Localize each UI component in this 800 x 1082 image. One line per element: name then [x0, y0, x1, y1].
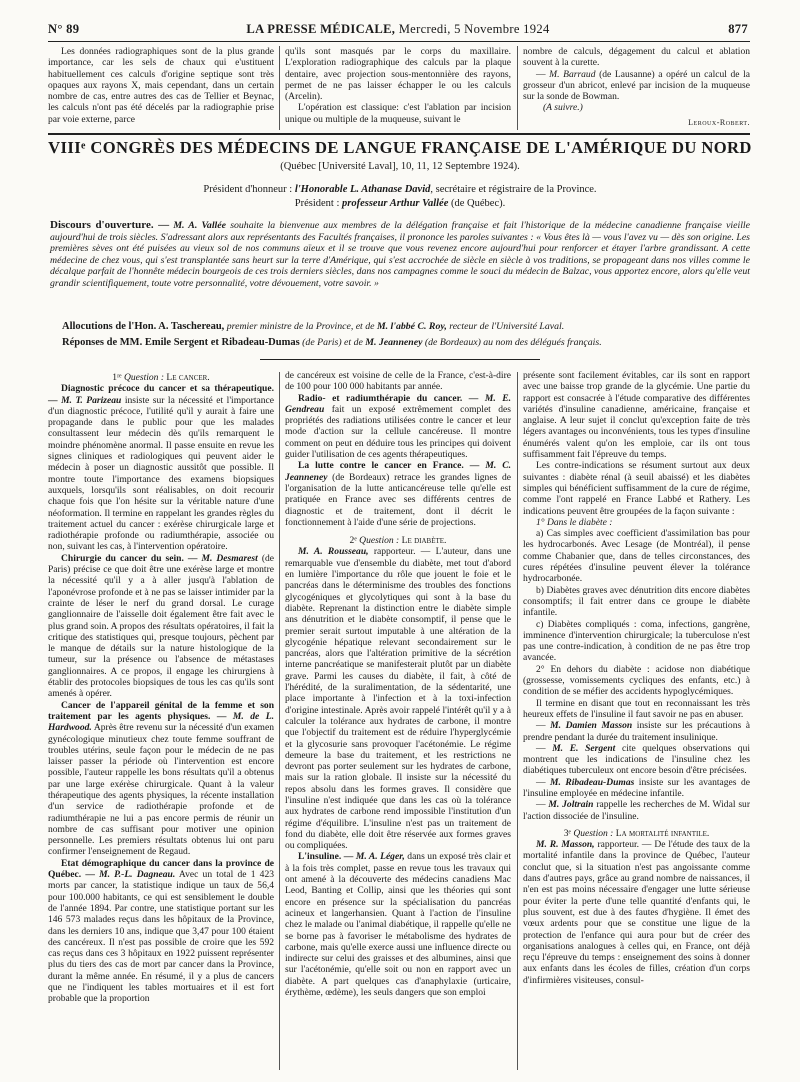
- top-col3-paragraph: — M. Barraud (de Lausanne) a opéré un calcul de la grosseur d'un abricot, enlevé par incision de la muqueuse sur la sonde de Bowman.: [523, 68, 751, 103]
- masson-note: — M. Damien Masson insiste sur les précautions à prendre pendant la durée du traitement insulinique.: [523, 720, 751, 743]
- insulin-report: L'insuline. — M. A. Léger, dans un exposé très clair et à la fois très complet, passe en revue tous les travaux qui ont amené à la découverte des médecins canadiens Mac Leod, Banting et Collip, ainsi que les théories qui sont encore en présence sur la spécialisation du pancréas acineux et langerhansien. Quant à l'action de l'insuline chez le malade ou l'animal diabétique, il rappelle qu'elle ne se borne pas à favoriser le métabolisme des hydrates de carbone, mais qu'elle exerce aussi une influence directe ou indirecte sur celui des graisses et des albumines, ainsi que sur l'acétonémie, qu'elle soit ou non en rapport avec un diabète. A part quelques cas d'anaphylaxie (urticaire, érythème, œdème), les seuls dangers que son emploi: [285, 851, 512, 999]
- top-col2-text-2: L'opération est classique: c'est l'ablation par incision unique ou multiple de la muqueuse, suivant le: [285, 102, 511, 125]
- to-be-continued: (A suivre.): [543, 102, 583, 114]
- top-col3-text: nombre de calculs, dégagement du calcul et ablation souvent à la curette.: [523, 46, 750, 69]
- top-column-1: [48, 46, 274, 125]
- addresses: Allocutions de l'Hon. A. Taschereau, premier ministre de la Province, et de M. l'abbé C. Roy, recteur de l'Université Laval.: [62, 321, 565, 332]
- page-number: 877: [728, 22, 748, 36]
- journal-title: LA PRESSE MÉDICALE, Mercredi, 5 Novembre 1924: [246, 22, 550, 36]
- ribadeau-note: — M. Ribadeau-Dumas insiste sur les avantages de l'insuline employée en médecine infantile.: [523, 776, 750, 799]
- genital-cancer: Cancer de l'appareil génital de la femme et son traitement par les agents physiques. — M. de L. Hardwood. Après être revenu sur la nécessité d'un examen gynécologique minutieux chez toute femme souffrant de troubles utérins, seule façon pour le médecin de ne pas laisser passer la période où l'intervention est encore possible, l'auteur rappelle les bons résultats qu'il a obtenus par une large exérèse chirurgicale. Quant à la valeur thérapeutique des agents physiques, la récente installation d'un service de radiothérapie profonde et de radiumthérapie ne lui a pas encore permis de réunir un nombre de cas suffisant pour motiver une opinion personnelle. Les premiers résultats obtenus lui ont paru confirmer l'enseignement de Regaud.: [48, 699, 274, 858]
- issue-number: N° 89: [48, 22, 80, 36]
- diabetes-report: M. A. Rousseau, rapporteur. — L'auteur, dans une remarquable vue d'ensemble du diabète, met tout d'abord en lumière l'importance du rôle que jouent le foie et le pancréas dans le déterminisme des troubles des fonctions glycogéniques et glycolytiques qui sont à la base du diabète. Reprenant la distinction entre le diabète simple ans dénutrition et le diabète consomptif, il pense que le premier serait surtout imputable à une altération de la glycogénie hépatique relevant secondairement sur le pancréas, alors que l'altération primitive de la sécrétion interne pancréatique se manifesterait plutôt par un diabète grave. Parmi les causes du diabète, il fait, à côté de l'hérédité, de la suralimentation, de la sédentarité, une place importante à l'infection et à la toxi-infection d'origine intestinale. Après avoir rappelé l'intérêt qu'il y a à calculer la tolérance aux hydrates de carbone, il montre que l'objectif du traitement est de réduire l'hyperglycémie et la glycosurie sans provoquer l'acétonémie. Le régime demeure la base du traitement, et les restrictions ne devront pas porter seulement sur les hydrates de carbone, mais sur la ration globale. Il insiste sur la nécessité du repos absolu dans les formes graves. Il considère que l'insuline n'est indiquée que dans les cas où la tolérance aux hydrates de carbone rend impossible l'institution d'un régime d'équilibre. L'insuline n'est pas un traitement de fond du diabète, elle doit être réservée aux formes graves ou compliquées.: [285, 546, 511, 852]
- president: Président : professeur Arthur Vallée (de Québec).: [294, 198, 506, 209]
- signature: Leroux-Robert.: [688, 117, 750, 127]
- cancer-early-diagnosis: Diagnostic précoce du cancer et sa thérapeutique. — M. T. Parizeau insiste sur la nécessité et l'importance d'un diagnostic précoce, l'utilité qu'il y aurait à faire une propagande dans le public pour que les malades consultassent leur médecin dès qu'ils remarquent le moindre phénomène anormal. Il passe ensuite en revue les signes cliniques et radiologiques qui peuvent aider le médecin à poser un diagnostic aussitôt que possible. Il montre toute l'importance des examens biopsiques auxquels, lorsqu'ils sont réalisables, on doit recourir chaque fois que l'on hésite sur la véritable nature d'une néoformation. Il termine en rappelant les grandes règles du traitement actuel du cancer : exérèse chirurgicale large et radiothérapie profonde ou radiumthérapie, associée ou non, suivant les cas, à l'intervention opératoire.: [48, 383, 274, 553]
- header-rule: [48, 41, 750, 42]
- column-divider: [279, 46, 280, 130]
- joltrain-note: — M. Joltrain rappelle les recherches de M. Widal sur l'action dissociée de l'insuline.: [523, 799, 750, 822]
- question-2-heading: 2ᵉ Question : Le diabète.: [349, 535, 447, 547]
- congress-subtitle: (Québec [Université Laval], 10, 11, 12 Septembre 1924).: [280, 161, 520, 172]
- cancer-fight-france: La lutte contre le cancer en France. — M. C. Jeanneney (de Bordeaux) retrace les grandes lignes de l'organisation de la lutte anticancéreuse telle qu'elle est pratiquée en France avec ses différents centres de diagnostic et de traitement, dont il décrit le fonctionnement à l'aide d'une série de projections.: [285, 460, 511, 528]
- opening-speech-label: Discours d'ouverture. —: [50, 219, 170, 231]
- responses: Réponses de MM. Emile Sergent et Ribadeau-Dumas (de Paris) et de M. Jeanneney (de Bordeaux) au nom des délégués français.: [62, 337, 602, 348]
- running-header: [48, 22, 748, 40]
- column-1: [48, 372, 274, 1005]
- radiotherapy: Radio- et radiumthérapie du cancer. — M. E. Gendreau fait un exposé extrêmement complet des propriétés des radiations utilisées contre le cancer et leur mode d'action sur la cellule cancéreuse. Il montre comment on peut en déduire tous les principes qui doivent guider l'utilisation de ces agents thérapeutiques.: [285, 392, 512, 461]
- column-divider: [517, 46, 518, 130]
- honorary-president: Président d'honneur : l'Honorable L. Athanase David, secrétaire et régistraire de la Province.: [203, 184, 597, 195]
- column-divider: [517, 372, 518, 1070]
- col2-continuation: de cancéreux est voisine de celle de la France, c'est-à-dire de 100 pour 100 000 habitants par année.: [285, 370, 511, 393]
- top-col2-text: qu'ils sont masqués par le corps du maxillaire. L'exploration radiographique des calculs par la plaque dentaire, avec projection sous-mentonnière des rayons, permet de ne pas laisser échapper le ou les calculs (Arcelin).: [285, 46, 511, 103]
- congress-title: VIIIᵉ CONGRÈS DES MÉDECINS DE LANGUE FRANÇAISE DE L'AMÉRIQUE DU NORD: [48, 138, 752, 157]
- top-column-2: [285, 46, 511, 125]
- short-rule: [260, 359, 540, 360]
- opening-speech-text: souhaite la bienvenue aux membres de la délégation française et fait l'historique de la médecine canadienne française vieille aujourd'hui de trois siècles. S'adressant alors aux représentants des Facultés françaises, il prononce les paroles suivantes : « Vous êtes là — vous l'avez vu — dès son origine. Les premières sèves ont été puisées au vieux sol de nos communs aïeux et il se trouve que vous revenez encore aujourd'hui pour renforcer et étayer l'arbre grandissant. A cette médecine de chez vous, qui s'est transplantée sans heurt sur la terre d'Amérique, qui s'est accrochée de siècle en siècle à vos traditions, se propageant dans nos villes comme le décalque parfait de l'honnête médecin bourgeois de ces trois derniers siècles, dans nos campagnes comme le souci du médecin de Balzac, vous apportez encore, alors qu'elle veut grandir scientifiquement, toute votre personnalité, votre dévouement, votre savoir. »: [50, 220, 751, 289]
- sergent-note: — M. E. Sergent cite quelques observations qui montrent que les indications de l'insuline chez les diabétiques tuberculeux ont encore besoin d'être précisées.: [523, 742, 751, 777]
- top-column-3: [523, 46, 750, 128]
- author-barraud: M. Barraud: [549, 68, 596, 80]
- question-3-heading: 3ᵉ Question : La mortalité infantile.: [563, 827, 710, 839]
- column-2: [285, 370, 511, 998]
- infant-mortality-report: M. R. Masson, rapporteur. — De l'étude des taux de la mortalité infantile dans la province de Québec, l'auteur conclut que, si la situation n'est pas angoissante comme dans d'autres pays, grâce au grand nombre de naissances, il n'en est pas moins nécessaire d'engager une lutte sérieuse pour éviter la perte d'une telle quantité d'enfants qui, le plus souvent, est due à des fautes d'hygiène. Il émet des vœux ardents pour que se constitue une ligue de la protection de l'enfance qui aura pour but de créer des organisations analogues à celles qui, en France, ont déjà reçu l'épreuve du temps : enseignement des soins à donner aux enfants dans les écoles de filles, création d'un corps d'infirmières visiteuses, consul-: [523, 839, 750, 986]
- col3-continuation: présente sont facilement évitables, car ils sont en rapport avec une baisse trop grande de la glycémie. Une partie du rapport est consacrée à l'étude comparative des différentes variétés d'insuline canadienne, américaine, française et anglaise. A leur sujet il conclut qu'exception faite de très légers avantages ou inconvénients, tous les types d'insuline énumérés valent qu'on les emploie, car ils ont tous suffisamment fait l'épreuve du temps.: [523, 370, 750, 461]
- question-1-heading: 1ʳᵉ Question : Le cancer.: [112, 372, 210, 383]
- section-rule: [48, 133, 750, 135]
- top-col1-text: Les données radiographiques sont de la plus grande importance, car les sels de chaux qui e'ustituent habituellement ces calculs d'origine septique sont très opaques aux rayons X, mais cependant, dans un certain nombre de cas, entre autres des cas de Tellier et Beynac, les calculs n'ont pas été décelés par la radiographie prise par voie externe, parce: [48, 46, 274, 125]
- author-vallee: M. A. Vallée: [173, 220, 226, 231]
- breast-cancer-surgery: Chirurgie du cancer du sein. — M. Desmarest (de Paris) précise ce que doit être une exérèse large et montre la nécessité qu'il y a à aller jusqu'à l'ablation de l'aponévrose profonde et à ne pas se laisser intimider par la crainte de léser le nerf du grand dorsal. Le curage ganglionnaire de l'aisselle doit également être fait avec le plus grand soin. A propos des résultats opératoires, il fait la critique des statistiques qui, presque toujours, pèchent par le manque de détails sur la nature histologique de la tumeur, sur la présence ou l'absence de métastases ganglionnaires. A ce propos, il engage les chirurgiens à établir des protocoles biopsiques de tous les cas qu'ils sont amenés à opérer.: [48, 552, 275, 700]
- column-3: présente sont facilement évitables, car ils sont en rapport avec une baisse trop grande de la glycémie. Une partie du rapport est consacrée à l'étude comparative des différentes variétés d'insuline canadienne, américaine, française et anglaise. A leur sujet il conclut qu'exception faite de très légers avantages ou inconvénients, tous les types d'insuline énumérés valent qu'on les emploie, car ils ont tous suffisamment fait l'épreuve du temps. Les contre-indications se résument surtout aux deux suivantes : diabète rénal (à seuil abaissé) et les diabètes simples qui bénéficient suffisamment de la cure de régime, comme l'ont rappelé en France Labbé et Rathery. Les indications peuvent être groupées de la façon suivante : 1° Dans le diabète : a) Cas simples avec coefficient d'assimilation bas pour les hydrocarbonés. Avec Lesage (de Montréal), il pense comme Chabanier que, dans de telles circonstances, des cures répétées d'insuline peuvent élever la tolérance hydrocarbonée. b) Diabètes graves avec dénutrition dits encore diabètes consomptifs; il fait entrer dans ce groupe le diabète infantile. c) Diabètes compliqués : coma, infections, gangrène, imminence d'intervention chirurgicale; la tuberculose n'est pas une contre-indication, à condition de ne pas être trop avancée. 2° En dehors du diabète : acidose non diabétique (grossesse, vomissements cycliques des enfants, etc.) à condition de se méfier des accidents hypoglycémiques. Il termine en disant que tout en reconnaissant les très heureux effets de l'insuline il faut savoir ne pas en abuser. — M. Damien Masson insiste sur les précautions à prendre pendant la durée du traitement insulinique. — M. E. Sergent cite quelques observations qui montrent que les indications de l'insuline chez les diabétiques tuberculeux ont encore besoin d'être précisées. — M. Ribadeau-Dumas insiste sur les avantages de l'insuline employée en médecine infantile. — M. Joltrain rappelle les recherches de M. Widal sur l'action dissociée de l'insuline. 3ᵉ Question : La mortalité infantile. M. R. Masson, rapporteur. — De l'étude des taux de la mortalité infantile dans la province de Québec, l'auteur conclut que, si la situation n'est pas angoissante comme dans d'autres pays, grâce au grand nombre de naissances, il n'en est pas moins nécessaire d'engager une lutte sérieuse pour éviter la perte d'une telle quantité d'enfants qui, le plus souvent, est due à des fautes d'hygiène. Il émet des vœux ardents pour que se constitue une ligue de la protection de l'enfance qui aura pour but de créer des organisations analogues à celles qui, en France, ont déjà reçu l'épreuve du temps : enseignement des soins à donner aux enfants dans les écoles de filles, création d'un corps d'infirmières visiteuses, consul-: [523, 370, 751, 986]
- column-divider: [279, 372, 280, 1070]
- cancer-demography: Etat démographique du cancer dans la province de Québec. — M. P.-L. Dagneau. Avec un total de 1 423 morts par cancer, la statistique indique un taux de 56,4 pour 100.000 habitants, ce qui est sensiblement le double de l'année 1894. Par contre, une statistique portant sur les 146 573 malades reçus dans les hôpitaux de la Province, dans les derniers 10 ans, indique que 3,47 pour 100 étaient des cancéreux. Il n'est pas possible de croire que les 592 cas reçus dans ces 3 hôpitaux en 1922 puissent représenter plus du tiers des cas de mort par cancer dans la Province, durant la même année. En résumé, il y a plus de cancers que ne l'indiquent les tables mortuaires et il est fort probable que la proportion: [48, 857, 274, 1005]
- opening-speech: [50, 220, 750, 290]
